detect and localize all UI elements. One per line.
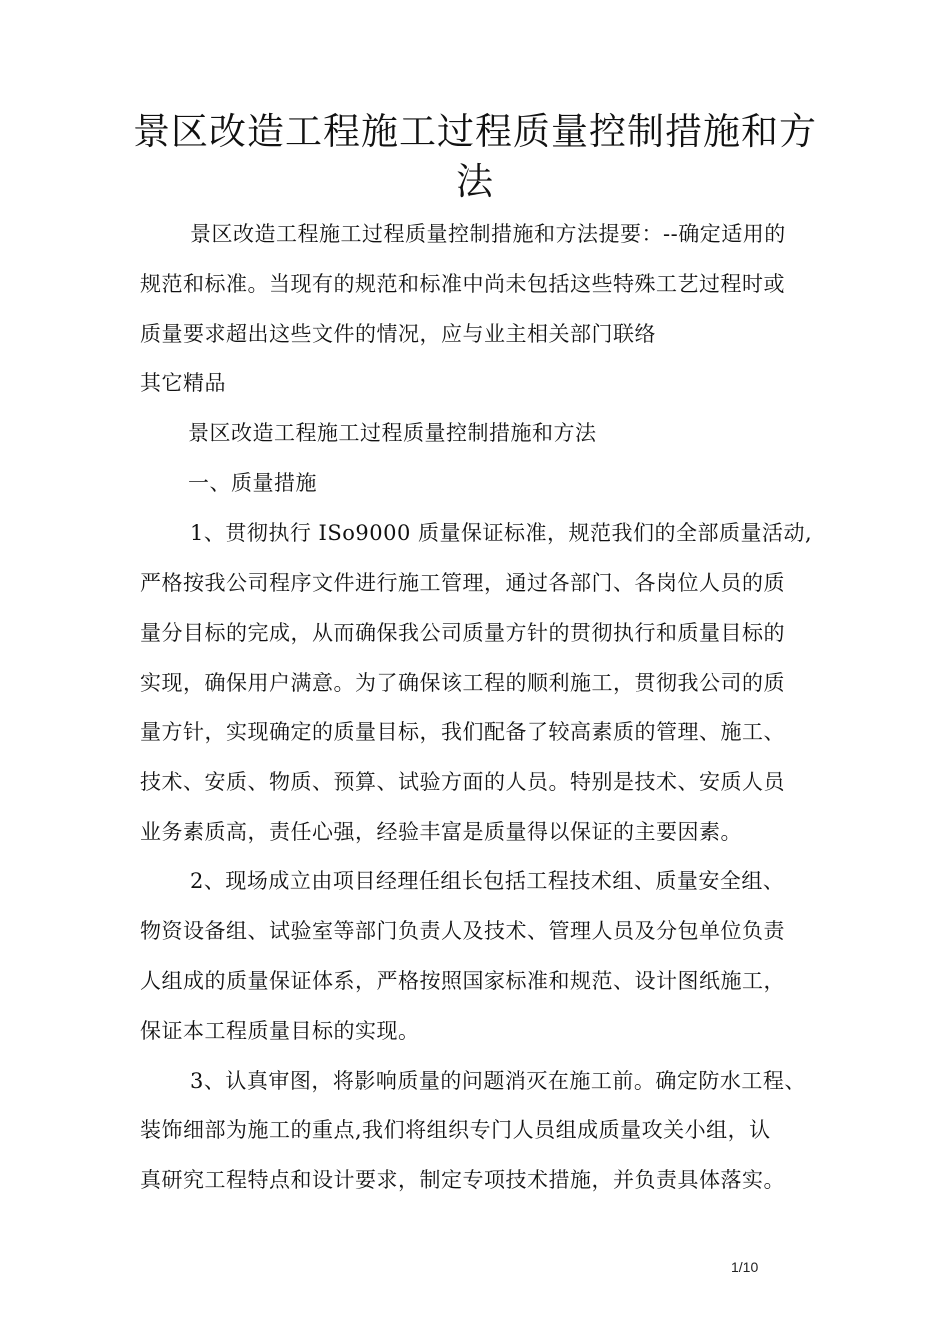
paragraph-line: 实现，确保用户满意。为了确保该工程的顺利施工，贯彻我公司的质	[140, 671, 785, 695]
page-number: 1/10	[731, 1259, 759, 1275]
paragraph-line: 业务素质高，责任心强，经验丰富是质量得以保证的主要因素。	[140, 820, 742, 844]
paragraph-line: 保证本工程质量目标的实现。	[140, 1019, 420, 1043]
paragraph-line: 技术、安质、物质、预算、试验方面的人员。特别是技术、安质人员	[140, 770, 785, 794]
paragraph-line: 量方针，实现确定的质量目标，我们配备了较高素质的管理、施工、	[140, 720, 785, 744]
summary-line: 景区改造工程施工过程质量控制措施和方法提要：--确定适用的	[190, 222, 786, 246]
paragraph-line: 1、贯彻执行 ISo9000 质量保证标准，规范我们的全部质量活动,	[190, 521, 813, 545]
paragraph-line: 物资设备组、试验室等部门负责人及技术、管理人员及分包单位负责	[140, 919, 785, 943]
summary-line: 质量要求超出这些文件的情况，应与业主相关部门联络	[140, 322, 656, 346]
paragraph-line: 严格按我公司程序文件进行施工管理，通过各部门、各岗位人员的质	[140, 571, 785, 595]
summary-line: 规范和标准。当现有的规范和标准中尚未包括这些特殊工艺过程时或	[140, 272, 785, 296]
paragraph-line: 人组成的质量保证体系，严格按照国家标准和规范、设计图纸施工，	[140, 969, 785, 993]
other-label: 其它精品	[140, 371, 226, 395]
section-heading: 景区改造工程施工过程质量控制措施和方法	[188, 421, 597, 445]
paragraph-line: 2、现场成立由项目经理任组长包括工程技术组、质量安全组、	[190, 869, 785, 893]
paragraph-line: 量分目标的完成，从而确保我公司质量方针的贯彻执行和质量目标的	[140, 621, 785, 645]
paragraph-line: 3、认真审图，将影响质量的问题消灭在施工前。确定防水工程、	[190, 1069, 806, 1093]
document-title-line-2: 法	[456, 160, 494, 203]
paragraph-line: 装饰细部为施工的重点,我们将组织专门人员组成质量攻关小组，认	[140, 1118, 771, 1142]
section-title: 一、质量措施	[188, 471, 317, 495]
document-title-line-1: 景区改造工程施工过程质量控制措施和方	[133, 110, 817, 153]
paragraph-line: 真研究工程特点和设计要求，制定专项技术措施，并负责具体落实。	[140, 1168, 785, 1192]
